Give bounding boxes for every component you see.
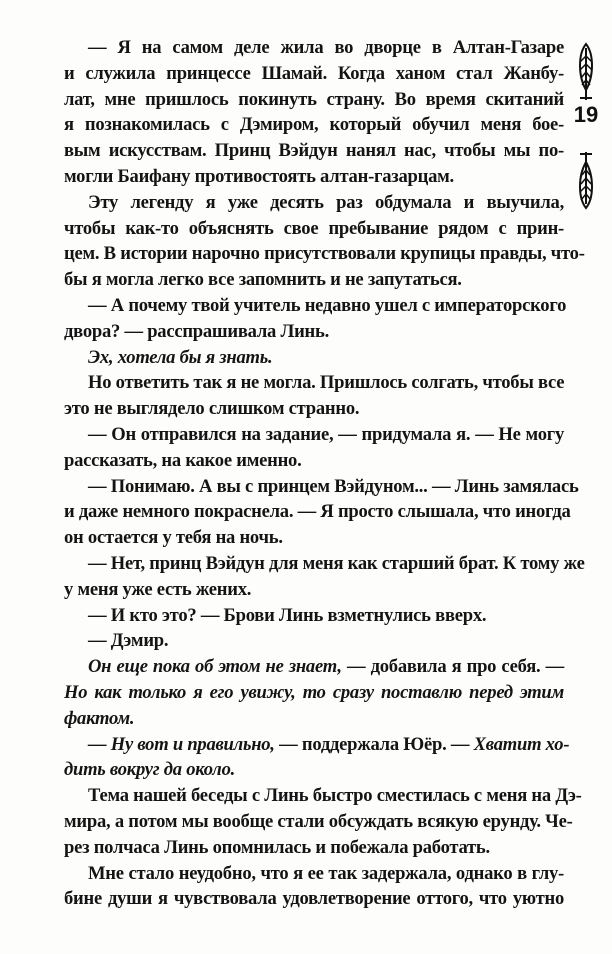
text-line: Мне стало неудобно, что я ее так задержала, однако в глу- [88, 862, 564, 884]
italic-span: Хватит хо- [473, 733, 570, 755]
text-line: — Нет, принц Вэйдун для меня как старший брат. К тому же [88, 552, 585, 574]
italic-span: Он еще пока об этом не знает, [88, 656, 342, 678]
text-line: чтобы как-то объяснять свое пребывание рядом с прин- [64, 217, 564, 239]
text-line: мира, а потом мы вообще стали обсуждать всякую ерунду. Че- [64, 810, 573, 832]
text-line: рез полчаса Линь опомнилась и побежала работать. [64, 836, 490, 858]
text-line: рассказать, на какое именно. [64, 449, 302, 471]
text-line: — Я на самом деле жила во дворце в Алтан-Газаре [88, 37, 564, 58]
text-line: Но ответить так я не могла. Пришлось солгать, чтобы все [88, 372, 565, 394]
italic-span: — Ну вот и правильно, [88, 733, 275, 755]
text-line: цем. В истории нарочно присутствовали крупицы правды, что- [64, 243, 585, 265]
text-line: фактом. [64, 707, 135, 729]
text-line: это не выглядело слишком странно. [64, 398, 360, 420]
text-line: и служила принцессе Шамай. Когда ханом стал Жанбу- [64, 62, 564, 84]
text-line: дить вокруг да около. [64, 759, 236, 781]
text-line: Тема нашей беседы с Линь быстро сместилась с меня на Дэ- [88, 785, 582, 807]
text-line: у меня уже есть жених. [64, 578, 252, 600]
text-line: — Он отправился на задание, — придумала я. — Не могу [88, 423, 564, 445]
text-line: Эту легенду я уже десять раз обдумала и выучила, [88, 191, 564, 213]
text-line: Эх, хотела бы я знать. [88, 346, 273, 368]
text-span: — поддержала Юёр. — [274, 733, 474, 755]
text-line: — Понимаю. А вы с принцем Вэйдуном... — Линь замялась [88, 475, 579, 497]
page-number: 19 [573, 102, 599, 127]
text-line: двора? — расспрашивала Линь. [64, 320, 329, 342]
text-span: — добавила я про себя. — [341, 656, 565, 678]
text-line: бине души я чувствовала удовлетворение оттого, что уютно [64, 888, 564, 910]
body-text [64, 35, 585, 912]
text-line [64, 654, 564, 680]
text-line: он остается у тебя на ночь. [64, 527, 283, 549]
text-line: могли Баифану противостоять алтан-газарцам. [64, 165, 454, 187]
feather-icon [570, 42, 602, 102]
text-line: я познакомилась с Дэмиром, который обучил меня бое- [64, 114, 564, 136]
text-line: Но как только я его увижу, то сразу поставлю перед этим [64, 681, 564, 703]
text-line: — И кто это? — Брови Линь взметнулись вверх. [88, 604, 487, 626]
text-line: лат, мне пришлось покинуть страну. Во время скитаний [64, 88, 564, 110]
text-line: вым искусствам. Принц Вэйдун нанял нас, чтобы мы по- [64, 140, 564, 162]
feather-icon [570, 150, 602, 210]
text-line: бы я могла легко все запомнить и не запутаться. [64, 269, 462, 291]
text-line: и даже немного покраснела. — Я просто слышала, что иногда [64, 501, 571, 523]
text-line: — Дэмир. [88, 630, 169, 652]
text-line [64, 732, 570, 758]
text-line: — А почему твой учитель недавно ушел с императорского [88, 294, 567, 316]
